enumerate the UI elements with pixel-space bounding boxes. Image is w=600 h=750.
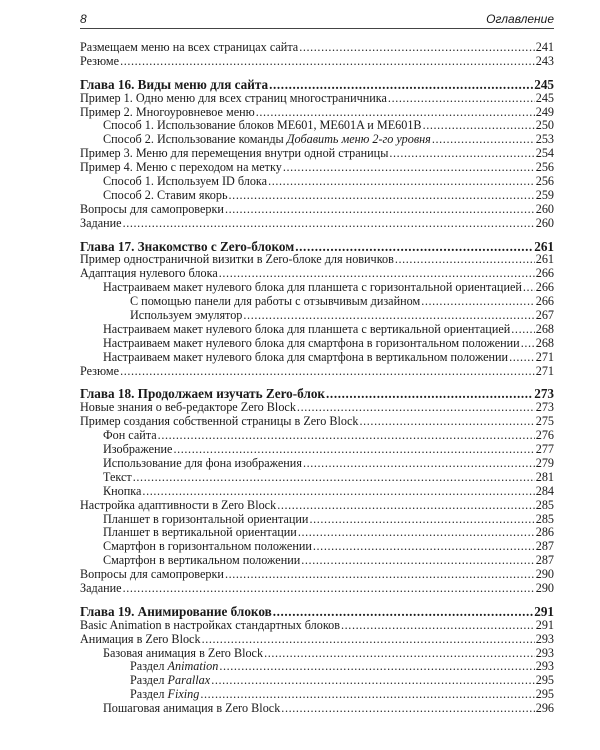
entry-page-number: 275 <box>535 415 554 429</box>
dot-leader <box>123 217 535 231</box>
toc-entry <box>80 309 554 323</box>
toc-entry <box>80 147 554 161</box>
entry-title <box>103 429 157 443</box>
entry-title-text: Раздел <box>130 688 168 702</box>
toc-entry <box>80 568 554 582</box>
entry-title-text: Глава 18. Продолжаем изучать Zero-блок <box>80 387 326 402</box>
toc-entry <box>80 674 554 688</box>
entry-page-number: 290 <box>535 568 554 582</box>
toc-entry <box>80 281 554 295</box>
toc-entry <box>80 217 554 231</box>
entry-title-text: Используем эмулятор <box>130 309 243 323</box>
entry-title-text: Настраиваем макет нулевого блока для планшета с вертикальной ориентацией <box>103 322 511 336</box>
entry-title-text: Глава 19. Анимирование блоков <box>80 604 272 619</box>
entry-title <box>80 106 255 120</box>
entry-title <box>80 267 218 281</box>
dot-leader <box>509 351 535 365</box>
entry-title <box>130 660 218 674</box>
entry-title-text: Настраиваем макет нулевого блока для смартфона в горизонтальном положении <box>103 336 520 350</box>
dot-leader <box>395 253 535 267</box>
toc-entry <box>80 660 554 674</box>
entry-title <box>80 147 388 161</box>
toc-entry <box>80 633 554 647</box>
entry-page-number: 273 <box>534 387 554 402</box>
entry-title-text: Способ 2. Использование команды <box>103 133 287 147</box>
dot-leader <box>269 78 533 92</box>
entry-title-text: Способ 2. Ставим якорь <box>103 188 228 202</box>
entry-page-number: 277 <box>535 443 554 457</box>
entry-title <box>80 78 268 92</box>
entry-title-text: Смартфон в вертикальном положении <box>103 554 301 568</box>
entry-title <box>80 605 272 619</box>
dot-leader <box>123 582 535 596</box>
entry-title-text: Смартфон в горизонтальном положении <box>103 540 312 554</box>
toc-entry <box>80 401 554 415</box>
running-title: Оглавление <box>486 12 554 26</box>
dot-leader <box>200 688 534 702</box>
entry-title <box>80 203 224 217</box>
toc-entry <box>80 540 554 554</box>
toc-entry <box>80 619 554 633</box>
entry-title-italic: Добавить меню 2-го уровня <box>286 133 431 147</box>
toc-chapter-entry <box>80 78 554 92</box>
dot-leader <box>295 240 533 254</box>
entry-title <box>80 92 387 106</box>
toc-entry <box>80 365 554 379</box>
toc-chapter-entry <box>80 387 554 401</box>
entry-title-italic: Fixing <box>167 688 200 702</box>
entry-title <box>80 387 325 401</box>
dot-leader <box>268 175 535 189</box>
dot-leader <box>133 471 535 485</box>
entry-title-text: Пример 2. Многоуровневое меню <box>80 105 255 119</box>
toc-entry <box>80 471 554 485</box>
entry-page-number: 287 <box>535 554 554 568</box>
entry-title-italic: Animation <box>167 660 219 674</box>
entry-page-number: 290 <box>535 581 554 595</box>
entry-page-number: 271 <box>535 364 554 378</box>
entry-page-number: 295 <box>535 688 554 702</box>
entry-page-number: 256 <box>535 175 554 189</box>
entry-title <box>103 189 228 203</box>
entry-title <box>103 337 520 351</box>
dot-leader <box>523 281 535 295</box>
entry-page-number: 266 <box>535 267 554 281</box>
entry-page-number: 286 <box>535 526 554 540</box>
toc-entry <box>80 203 554 217</box>
entry-page-number: 276 <box>535 429 554 443</box>
entry-title-italic: Parallax <box>167 674 211 688</box>
dot-leader <box>219 660 534 674</box>
entry-page-number: 267 <box>535 309 554 323</box>
entry-page-number: 249 <box>535 105 554 119</box>
entry-title-text: Использование для фона изображения <box>103 456 302 470</box>
dot-leader <box>326 387 533 401</box>
entry-title-text: Вопросы для самопроверки <box>80 568 224 582</box>
dot-leader <box>298 526 535 540</box>
entry-title-text: Базовая анимация в Zero Block <box>103 646 264 660</box>
entry-title-text: Настройка адаптивности в Zero Block <box>80 498 277 512</box>
dot-leader <box>283 161 535 175</box>
dot-leader <box>341 619 535 633</box>
toc-entry <box>80 457 554 471</box>
entry-page-number: 287 <box>535 540 554 554</box>
entry-title <box>130 309 242 323</box>
entry-page-number: 266 <box>535 295 554 309</box>
toc-entry <box>80 267 554 281</box>
entry-page-number: 291 <box>534 604 554 619</box>
entry-page-number: 256 <box>535 161 554 175</box>
toc-entry <box>80 175 554 189</box>
entry-title <box>103 554 300 568</box>
entry-title-text: Планшет в горизонтальной ориентации <box>103 512 309 526</box>
entry-page-number: 296 <box>535 702 554 716</box>
entry-title-text: Планшет в вертикальной ориентации <box>103 526 297 540</box>
entry-title <box>80 582 122 596</box>
toc-entry <box>80 119 554 133</box>
dot-leader <box>120 365 535 379</box>
entry-page-number: 260 <box>535 216 554 230</box>
entry-page-number: 293 <box>535 660 554 674</box>
dot-leader <box>229 189 535 203</box>
entry-page-number: 243 <box>535 54 554 68</box>
dot-leader <box>211 674 535 688</box>
dot-leader <box>120 55 535 69</box>
dot-leader <box>202 633 535 647</box>
entry-title-text: Пример создания собственной страницы в Zero Block <box>80 415 359 429</box>
entry-page-number: 273 <box>535 401 554 415</box>
entry-title <box>103 133 431 147</box>
entry-title-text: Кнопка <box>103 484 142 498</box>
toc-entry <box>80 415 554 429</box>
entry-title-text: Резюме <box>80 364 120 378</box>
entry-title-text: Глава 17. Знакомство с Zero-блоком <box>80 239 295 254</box>
entry-title-text: Пример одностраничной визитки в Zero-блоке для новичков <box>80 253 394 267</box>
dot-leader <box>303 457 535 471</box>
dot-leader <box>264 647 535 661</box>
dot-leader <box>432 133 535 147</box>
toc-chapter-entry <box>80 605 554 619</box>
toc-entry <box>80 106 554 120</box>
dot-leader <box>173 443 534 457</box>
entry-page-number: 254 <box>535 147 554 161</box>
entry-title <box>103 513 308 527</box>
entry-page-number: 293 <box>535 632 554 646</box>
entry-title <box>80 240 294 254</box>
entry-title <box>80 499 276 513</box>
dot-leader <box>158 429 535 443</box>
entry-title <box>103 351 508 365</box>
entry-title-text: Basic Animation в настройках стандартных блоков <box>80 618 341 632</box>
entry-title <box>80 619 340 633</box>
entry-title-text: Глава 16. Виды меню для сайта <box>80 77 269 92</box>
entry-title-text: Способ 1. Используем ID блока <box>103 175 268 189</box>
entry-page-number: 279 <box>535 456 554 470</box>
entry-title <box>103 471 132 485</box>
toc-entry <box>80 189 554 203</box>
entry-page-number: 291 <box>535 618 554 632</box>
toc-entry <box>80 429 554 443</box>
entry-title-text: Раздел <box>130 674 168 688</box>
entry-title-text: Пример 3. Меню для перемещения внутри одной страницы <box>80 147 389 161</box>
dot-leader <box>521 337 535 351</box>
entry-page-number: 253 <box>535 133 554 147</box>
entry-title-text: Резюме <box>80 54 120 68</box>
toc-entry <box>80 133 554 147</box>
entry-title <box>80 568 224 582</box>
dot-leader <box>313 540 535 554</box>
dot-leader <box>256 106 535 120</box>
entry-title <box>103 702 280 716</box>
toc-entry <box>80 499 554 513</box>
entry-title <box>130 674 210 688</box>
entry-title <box>103 119 422 133</box>
entry-title <box>80 217 122 231</box>
entry-page-number: 245 <box>535 91 554 105</box>
dot-leader <box>301 554 534 568</box>
entry-title-text: Способ 1. Использование блоков ME601, ME601A и ME601B <box>103 119 422 133</box>
entry-page-number: 266 <box>535 281 554 295</box>
dot-leader <box>388 92 535 106</box>
toc-entry <box>80 295 554 309</box>
entry-title-text: Пример 4. Меню с переходом на метку <box>80 161 282 175</box>
entry-title-text: Раздел <box>130 660 168 674</box>
dot-leader <box>281 702 534 716</box>
entry-title-text: Задание <box>80 216 122 230</box>
entry-title <box>80 55 119 69</box>
toc-entry <box>80 55 554 69</box>
dot-leader <box>277 499 535 513</box>
entry-title <box>103 457 302 471</box>
entry-page-number: 259 <box>535 188 554 202</box>
entry-page-number: 284 <box>535 484 554 498</box>
entry-title-text: Пример 1. Одно меню для всех страниц многостраничника <box>80 91 387 105</box>
dot-leader <box>243 309 534 323</box>
dot-leader <box>511 323 534 337</box>
entry-title-text: Адаптация нулевого блока <box>80 267 218 281</box>
entry-title <box>130 295 420 309</box>
toc-entry <box>80 688 554 702</box>
running-header <box>80 10 554 29</box>
entry-page-number: 285 <box>535 512 554 526</box>
entry-title <box>80 633 201 647</box>
entry-page-number: 250 <box>535 119 554 133</box>
entry-title-text: Пошаговая анимация в Zero Block <box>103 702 281 716</box>
entry-title-text: Анимация в Zero Block <box>80 632 201 646</box>
entry-title-text: Новые знания о веб-редакторе Zero Block <box>80 401 296 415</box>
entry-title <box>80 41 298 55</box>
entry-page-number: 260 <box>535 202 554 216</box>
entry-title-text: Вопросы для самопроверки <box>80 202 224 216</box>
table-of-contents <box>80 41 554 716</box>
entry-title-text: Текст <box>103 470 132 484</box>
dot-leader <box>297 401 535 415</box>
dot-leader <box>219 267 535 281</box>
toc-entry <box>80 647 554 661</box>
toc-entry <box>80 323 554 337</box>
toc-entry <box>80 161 554 175</box>
toc-entry <box>80 582 554 596</box>
toc-entry <box>80 513 554 527</box>
dot-leader <box>142 485 534 499</box>
toc-entry <box>80 351 554 365</box>
entry-title <box>80 401 296 415</box>
entry-page-number: 281 <box>535 470 554 484</box>
entry-title-text: Изображение <box>103 443 173 457</box>
dot-leader <box>423 119 535 133</box>
toc-entry <box>80 526 554 540</box>
entry-title <box>103 485 141 499</box>
entry-title-text: Настраиваем макет нулевого блока для планшета с горизонтальной ориентацией <box>103 281 522 295</box>
dot-leader <box>359 415 534 429</box>
entry-title <box>103 526 297 540</box>
toc-entry <box>80 92 554 106</box>
entry-page-number: 293 <box>535 646 554 660</box>
dot-leader <box>273 605 534 619</box>
entry-title <box>103 323 510 337</box>
entry-title <box>103 443 172 457</box>
entry-page-number: 268 <box>535 336 554 350</box>
entry-title <box>103 281 522 295</box>
entry-title-text: Фон сайта <box>103 429 157 443</box>
entry-title <box>80 253 394 267</box>
entry-page-number: 295 <box>535 674 554 688</box>
toc-entry <box>80 337 554 351</box>
page-number: 8 <box>80 12 87 26</box>
toc-entry <box>80 253 554 267</box>
dot-leader <box>225 568 535 582</box>
entry-title-text: Настраиваем макет нулевого блока для смартфона в вертикальном положении <box>103 350 509 364</box>
dot-leader <box>389 147 534 161</box>
entry-page-number: 241 <box>535 41 554 54</box>
entry-title-text: Задание <box>80 581 122 595</box>
toc-entry <box>80 554 554 568</box>
entry-title-text: Размещаем меню на всех страницах сайта <box>80 41 299 54</box>
entry-title <box>103 540 312 554</box>
entry-title <box>103 175 267 189</box>
entry-page-number: 261 <box>534 239 554 254</box>
dot-leader <box>225 203 535 217</box>
toc-entry <box>80 702 554 716</box>
dot-leader <box>299 41 535 55</box>
entry-title <box>80 415 358 429</box>
entry-title-text: С помощью панели для работы с отзывчивым дизайном <box>130 295 421 309</box>
entry-title <box>80 161 282 175</box>
entry-page-number: 271 <box>535 350 554 364</box>
entry-title <box>80 365 119 379</box>
entry-title <box>130 688 199 702</box>
toc-entry <box>80 485 554 499</box>
dot-leader <box>309 513 534 527</box>
dot-leader <box>421 295 535 309</box>
entry-title <box>103 647 263 661</box>
toc-chapter-entry <box>80 240 554 254</box>
toc-entry <box>80 443 554 457</box>
entry-page-number: 245 <box>534 77 554 92</box>
entry-page-number: 261 <box>535 253 554 267</box>
toc-entry <box>80 41 554 55</box>
entry-page-number: 268 <box>535 322 554 336</box>
entry-page-number: 285 <box>535 498 554 512</box>
